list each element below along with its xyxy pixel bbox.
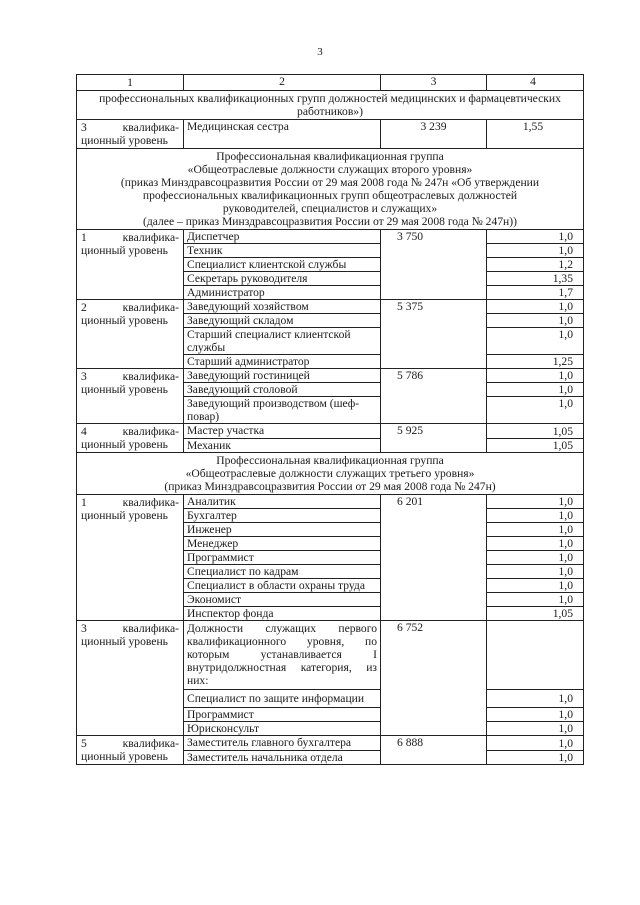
level-cell: 5 квалифика- ционный уровень: [77, 736, 184, 765]
group-header-row: [77, 453, 584, 495]
position-cell: Заведующий складом: [184, 314, 381, 328]
table-row: [77, 495, 584, 509]
position-cell: Заместитель начальника отдела: [184, 750, 381, 765]
coef-cell: 1,05: [487, 424, 584, 439]
column-header: 4: [487, 75, 584, 91]
coef-cell: 1,0: [487, 230, 584, 244]
position-cell: Техник: [184, 244, 381, 258]
table-row: [77, 736, 584, 751]
position-cell: Специалист по защите информации: [184, 690, 381, 708]
level-label-2: ционный уровень: [81, 134, 168, 147]
coef-cell: 1,0: [487, 300, 584, 314]
position-cell: Заведующий столовой: [184, 383, 381, 397]
level-cell: [77, 120, 184, 149]
group-header-row: [77, 149, 584, 230]
group-header: Профессиональная квалификационная группа «Общеотраслевые должности служащих третьего уровня» (приказ Минздравсоцразвития России от 29 мая 2008 года № 247н): [77, 453, 584, 495]
position-cell: Должности служащих первого квалификационного уровня, по которым устанавливается I внутридолжностная категория, из них:: [184, 621, 381, 690]
level-cell: 1 квалифика- ционный уровень: [77, 230, 184, 300]
position-cell: Заведующий хозяйством: [184, 300, 381, 314]
position-cell: Старший специалист клиентской службы: [184, 328, 381, 355]
position-cell: Секретарь руководителя: [184, 272, 381, 286]
table-row: [77, 369, 584, 383]
coef-cell: 1,0: [487, 579, 584, 593]
position-cell: Заведующий производством (шеф-повар): [184, 397, 381, 424]
coef-cell: 1,0: [487, 708, 584, 722]
column-header: 3: [381, 75, 487, 91]
level-cell: 2 квалифика- ционный уровень: [77, 300, 184, 369]
level-cell: 4 квалифика- ционный уровень: [77, 424, 184, 453]
column-header: 2: [184, 75, 381, 91]
coef-cell: 1,25: [487, 355, 584, 369]
position-cell: Юрисконсульт: [184, 722, 381, 736]
coef-cell: 1,2: [487, 258, 584, 272]
coef-cell: 1,0: [487, 328, 584, 355]
table-row: [77, 424, 584, 439]
position-cell: Диспетчер: [184, 230, 381, 244]
position-cell: Экономист: [184, 593, 381, 607]
position-cell: Заместитель главного бухгалтера: [184, 736, 381, 751]
table-row: [77, 230, 584, 244]
position-cell: Медицинская сестра: [184, 120, 381, 149]
position-cell: Специалист клиентской службы: [184, 258, 381, 272]
coef-cell: 1,0: [487, 722, 584, 736]
coef-cell: 1,0: [487, 397, 584, 424]
coef-cell: 1,0: [487, 736, 584, 751]
position-cell: Мастер участка: [184, 424, 381, 439]
coef-cell: 1,0: [487, 244, 584, 258]
continuation-row: [77, 91, 584, 120]
coef-cell: 1,0: [487, 383, 584, 397]
salary-cell: 3 750: [381, 230, 487, 300]
position-cell: Администратор: [184, 286, 381, 300]
salary-cell: 6 752: [381, 621, 487, 736]
salary-cell: 5 375: [381, 300, 487, 369]
position-cell: Программист: [184, 708, 381, 722]
salary-cell: 6 201: [381, 495, 487, 621]
continuation-text: профессиональных квалификационных групп должностей медицинских и фармацевтических работников»): [77, 91, 584, 120]
salary-cell: 6 888: [381, 736, 487, 765]
coef-cell: 1,0: [487, 523, 584, 537]
table-row: [77, 621, 584, 690]
coef-cell: 1,0: [487, 314, 584, 328]
coef-cell: 1,05: [487, 607, 584, 621]
position-cell: Заведующий гостиницей: [184, 369, 381, 383]
coef-cell: 1,0: [487, 750, 584, 765]
coef-cell: 1,05: [487, 438, 584, 453]
salary-cell: 5 925: [381, 424, 487, 453]
table-row: [77, 300, 584, 314]
position-cell: Менеджер: [184, 537, 381, 551]
column-header: 1: [77, 75, 184, 91]
position-cell: Механик: [184, 438, 381, 453]
coef-cell: 1,0: [487, 690, 584, 708]
coef-cell: 1,35: [487, 272, 584, 286]
coef-cell: 1,0: [487, 551, 584, 565]
position-cell: Инженер: [184, 523, 381, 537]
position-cell: Специалист в области охраны труда: [184, 579, 381, 593]
coef-cell: 1,0: [487, 495, 584, 509]
coef-cell: 1,0: [487, 593, 584, 607]
position-cell: Аналитик: [184, 495, 381, 509]
salary-table: [76, 74, 584, 765]
coef-cell: 1,7: [487, 286, 584, 300]
position-cell: Специалист по кадрам: [184, 565, 381, 579]
salary-cell: 5 786: [381, 369, 487, 424]
page-number: 3: [317, 46, 323, 58]
position-cell: Бухгалтер: [184, 509, 381, 523]
coef-cell: 1,55: [487, 120, 584, 149]
column-header-row: [77, 75, 584, 91]
level-cell: 1 квалифика- ционный уровень: [77, 495, 184, 621]
level-cell: 3 квалифика- ционный уровень: [77, 369, 184, 424]
position-cell: Инспектор фонда: [184, 607, 381, 621]
level-cell: 3 квалифика- ционный уровень: [77, 621, 184, 736]
position-cell: Старший администратор: [184, 355, 381, 369]
coef-cell: 1,0: [487, 509, 584, 523]
group-header: Профессиональная квалификационная группа «Общеотраслевые должности служащих второго уровня» (приказ Минздравсоцразвития России от 29 мая 2008 года № 247н «Об утверждении профессиональных квалификационных групп общеотраслевых должностей руководителей, специалистов и служащих» (далее – приказ Минздравсоцразвития России от 29 мая 2008 года № 247н)): [77, 149, 584, 230]
table-row: [77, 120, 584, 149]
position-cell: Программист: [184, 551, 381, 565]
coef-cell: 1,0: [487, 565, 584, 579]
salary-cell: 3 239: [381, 120, 487, 149]
level-label: 3 квалифика-: [81, 121, 179, 134]
coef-cell: 1,0: [487, 537, 584, 551]
coef-cell: [487, 621, 584, 690]
coef-cell: 1,0: [487, 369, 584, 383]
